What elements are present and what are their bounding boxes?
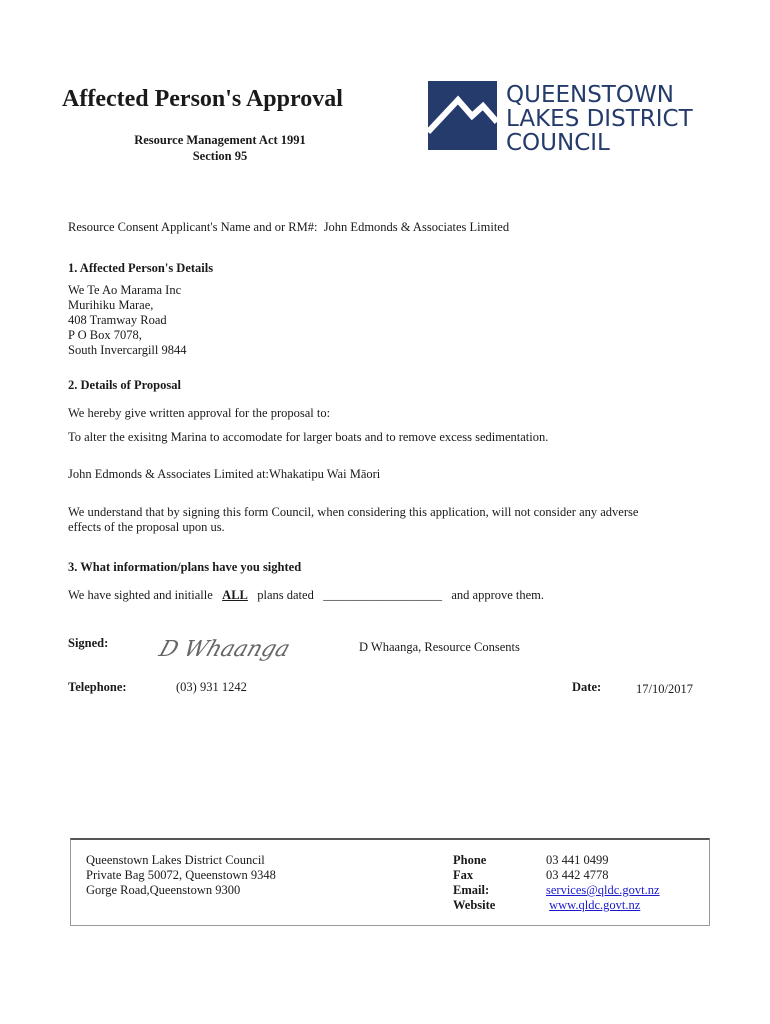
section-1-heading: 1. Affected Person's Details xyxy=(68,261,214,275)
plans-sighted-row xyxy=(68,588,544,603)
plans-suffix: and approve them. xyxy=(451,588,545,602)
subtitle xyxy=(120,132,320,164)
date-label: Date: xyxy=(572,680,602,694)
date-value: 17/10/2017 xyxy=(636,682,693,696)
affected-person-details xyxy=(68,283,187,358)
logo-line-1: QUEENSTOWN xyxy=(506,82,674,108)
signatory-name: D Whaanga, Resource Consents xyxy=(359,640,520,654)
footer-contact-labels xyxy=(453,853,495,913)
telephone-label: Telephone: xyxy=(68,680,127,694)
council-logo xyxy=(428,80,728,157)
applicant-label: Resource Consent Applicant's Name and or RM#: xyxy=(68,220,318,234)
handwritten-signature-icon xyxy=(155,628,290,670)
applicant-row xyxy=(68,220,509,235)
proposal-location: John Edmonds & Associates Limited at:Whakatipu Wai Māori xyxy=(68,467,381,481)
website-link[interactable]: www.qldc.govt.nz xyxy=(549,898,641,912)
details-line: P O Box 7078, xyxy=(68,328,142,342)
address-line: Queenstown Lakes District Council xyxy=(86,853,265,867)
footer-contact-values xyxy=(546,853,660,913)
section-2-heading: 2. Details of Proposal xyxy=(68,378,181,392)
address-line: Private Bag 50072, Queenstown 9348 xyxy=(86,868,276,882)
all-plans-word: ALL xyxy=(222,588,248,602)
fax-value: 03 442 4778 xyxy=(546,868,609,882)
approval-intro: We hereby give written approval for the proposal to: xyxy=(68,406,331,420)
understanding-statement xyxy=(68,505,638,535)
plans-date-blank: ___________________ xyxy=(323,588,442,602)
logo-line-2: LAKES DISTRICT xyxy=(506,106,693,132)
phone-value: 03 441 0499 xyxy=(546,853,609,867)
section-number: Section 95 xyxy=(192,149,248,163)
understanding-line: We understand that by signing this form Council, when considering this application, will not consider any adverse xyxy=(68,505,639,519)
email-label: Email: xyxy=(453,883,490,897)
mountain-logo-icon xyxy=(428,80,728,152)
plans-middle: plans dated xyxy=(257,588,314,602)
signature-handwriting: D Whaanga xyxy=(156,636,290,662)
details-line: South Invercargill 9844 xyxy=(68,343,187,357)
telephone-value: (03) 931 1242 xyxy=(176,680,247,694)
footer-address xyxy=(86,853,276,898)
act-name: Resource Management Act 1991 xyxy=(134,133,306,147)
understanding-line: effects of the proposal upon us. xyxy=(68,520,225,534)
applicant-value: John Edmonds & Associates Limited xyxy=(323,220,510,234)
section-3-heading: 3. What information/plans have you sighted xyxy=(68,560,302,574)
details-line: 408 Tramway Road xyxy=(68,313,167,327)
address-line: Gorge Road,Queenstown 9300 xyxy=(86,883,241,897)
fax-label: Fax xyxy=(453,868,474,882)
website-label: Website xyxy=(453,898,496,912)
signed-label: Signed: xyxy=(68,636,109,650)
page-title: Affected Person's Approval xyxy=(62,86,343,112)
phone-label: Phone xyxy=(453,853,487,867)
proposal-description: To alter the exisitng Marina to accomodate for larger boats and to remove excess sedimentation. xyxy=(68,430,549,444)
email-link[interactable]: services@qldc.govt.nz xyxy=(546,883,660,897)
details-line: We Te Ao Marama Inc xyxy=(68,283,182,297)
logo-line-3: COUNCIL xyxy=(506,130,610,152)
signature-image xyxy=(155,628,290,675)
plans-prefix: We have sighted and initialle xyxy=(68,588,213,602)
details-line: Murihiku Marae, xyxy=(68,298,154,312)
